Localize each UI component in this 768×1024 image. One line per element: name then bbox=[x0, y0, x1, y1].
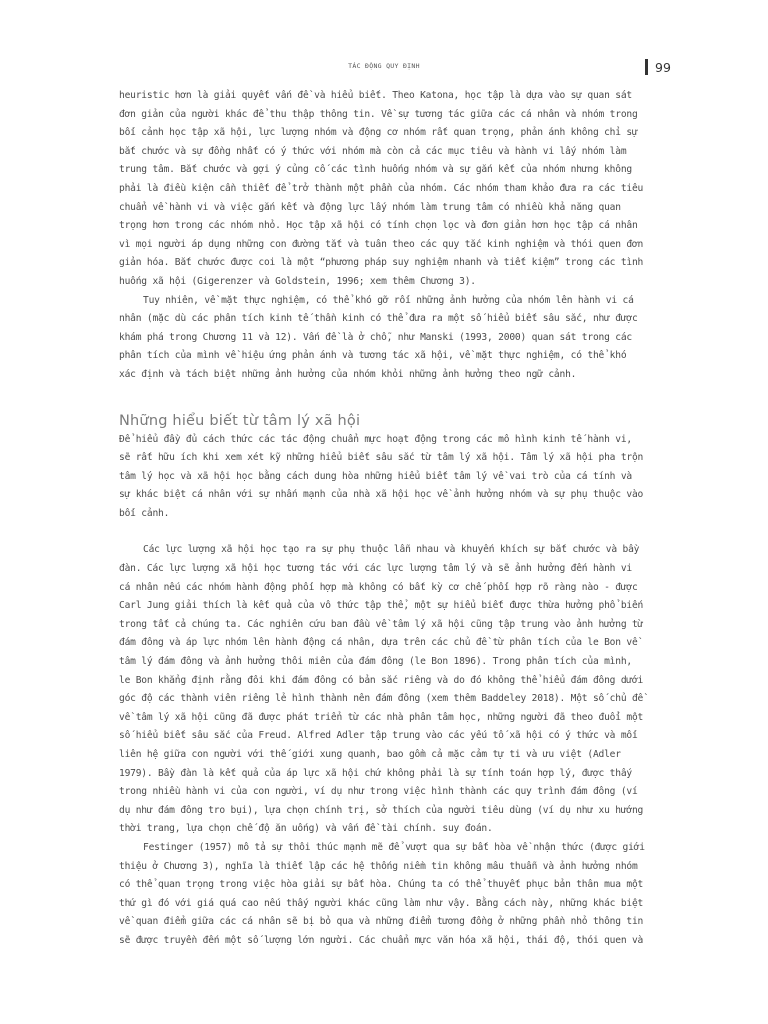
paragraph-2: Tuy nhiên, về mặt thực nghiệm, có thể khó gỡ rối những ảnh hưởng của nhóm lên hành vi cá nhân (mặc dù các phân tích kinh tế thần kinh có thể đưa ra một số hiểu biết sâu sắc, như được khám phá trong Chương 11 và 12). Vấn đề là ở chỗ, như Manski (1993, 2000) quan sát trong các phân tích của mình về hiệu ứng phản ánh và tương tác xã hội, về mặt thực nghiệm, có thể khó xác định và tách biệt những ảnh hưởng của nhóm khỏi những ảnh hưởng theo ngữ cảnh. bbox=[119, 294, 638, 380]
page-number: 99 bbox=[655, 59, 671, 75]
page-body bbox=[119, 87, 647, 951]
section-heading: Những hiểu biết từ tâm lý xã hội bbox=[119, 412, 361, 429]
paragraph-5: Festinger (1957) mô tả sự thôi thúc mạnh mẽ để vượt qua sự bất hòa về nhận thức (được giới thiệu ở Chương 3), nghĩa là thiết lập các hệ thống niềm tin không mâu thuẫn và ảnh hưởng nhóm có thể quan trọng trong việc hòa giải sự bất hòa. Chúng ta có thể thuyết phục bản thân mua một thứ gì đó với giá quá cao nếu thấy người khác cũng làm như vậy. Bằng cách này, những khác biệt về quan điểm giữa các cá nhân sẽ bị bỏ qua và những điểm tương đồng ở những phần nhỏ thông tin sẽ được truyền đến một số lượng lớn người. Các chuẩn mực văn hóa xã hội, thái độ, thói quen và bbox=[119, 841, 645, 946]
paragraph-gap bbox=[119, 523, 647, 541]
page-number-block bbox=[645, 59, 671, 75]
paragraph-4: Các lực lượng xã hội học tạo ra sự phụ thuộc lẫn nhau và khuyến khích sự bắt chước và bầy đàn. Các lực lượng xã hội học tương tác với các lực lượng tâm lý và sẽ ảnh hưởng đến hành vi cá nhân nếu các nhóm hành động phối hợp mà không có bất kỳ cơ chế phối hợp rõ ràng nào - được Carl Jung giải thích là kết quả của vô thức tập thể, một sự hiểu biết được thừa hưởng phổ biến trong tất cả chúng ta. Các nghiên cứu ban đầu về tâm lý xã hội cũng tập trung vào ảnh hưởng từ đám đông và áp lực nhóm lên hành động cá nhân, dựa trên các chủ đề từ phân tích của le Bon về tâm lý đám đông và ảnh hưởng thôi miên của đám đông (le Bon 1896). Trong phân tích của mình, le Bon khẳng định rằng đôi khi đám đông có bản sắc riêng và do đó không thể hiểu đám đông dưới góc độ các thành viên riêng lẻ hình thành nên đám đông (xem thêm Baddeley 2018). Một số chủ đề về tâm lý xã hội cũng đã được phát triển từ các nhà phân tâm học, những người đã theo đuổi một số hiểu biết sâu sắc của Freud. Alfred Adler tập trung vào các yếu tố xã hội có ý thức và mối liên hệ giữa con người với thế giới xung quanh, bao gồm cả mặc cảm tự ti và ưu việt (Adler 1979). Bầy đàn là kết quả của áp lực xã hội chứ không phải là sự tính toán hợp lý, được thấy trong nhiều hành vi của con người, ví dụ như trong việc hình thành các quy trình đám đông (ví dụ như đám đông tro bụi), lựa chọn chính trị, sở thích của người tiêu dùng (ví dụ như xu hướng thời trang, lựa chọn chế độ ăn uống) và vấn đề tài chính. suy đoán. bbox=[119, 544, 644, 835]
page-number-bar bbox=[645, 59, 648, 75]
paragraph-3: Để hiểu đầy đủ cách thức các tác động chuẩn mực hoạt động trong các mô hình kinh tế hành vi, sẽ rất hữu ích khi xem xét kỹ những hiểu biết sâu sắc từ tâm lý xã hội. Tâm lý xã hội pha trộn tâm lý học và xã hội học bằng cách dung hòa những hiểu biết tâm lý về vai trò của cá tính và sự khác biệt cá nhân với sự nhấn mạnh của nhà xã hội học về ảnh hưởng nhóm và sự phụ thuộc vào bối cảnh. bbox=[119, 433, 644, 519]
running-header: TÁC ĐỘNG QUY ĐỊNH bbox=[348, 62, 420, 70]
section-gap bbox=[119, 385, 647, 411]
paragraph-1: heuristic hơn là giải quyết vấn đề và hiểu biết. Theo Katona, học tập là dựa vào sự quan sát đơn giản của người khác để thu thập thông tin. Về sự tương tác giữa các cá nhân và nhóm trong bối cảnh học tập xã hội, lực lượng nhóm và động cơ nhóm rất quan trọng, phản ánh không chỉ sự bắt chước và sự đồng nhất có ý thức với nhóm mà còn cả các mục tiêu và hành vi lấy nhóm làm trung tâm. Bắt chước và gợi ý củng cố các tình huống nhóm và sự gắn kết của nhóm nhưng không phải là điều kiện cần thiết để trở thành một phần của nhóm. Các nhóm tham khảo đưa ra các tiêu chuẩn về hành vi và việc gắn kết và động lực lấy nhóm làm trung tâm có nhiều khả năng quan trọng hơn trong các nhóm nhỏ. Học tập xã hội có tính chọn lọc và đơn giản hơn học tập cá nhân vì mọi người áp dụng những con đường tắt và tuân theo các quy tắc kinh nghiệm và thói quen đơn giản hóa. Bắt chước được coi là một “phương pháp suy nghiệm nhanh và tiết kiệm” trong các tình huống xã hội (Gigerenzer và Goldstein, 1996; xem thêm Chương 3). bbox=[119, 90, 644, 287]
